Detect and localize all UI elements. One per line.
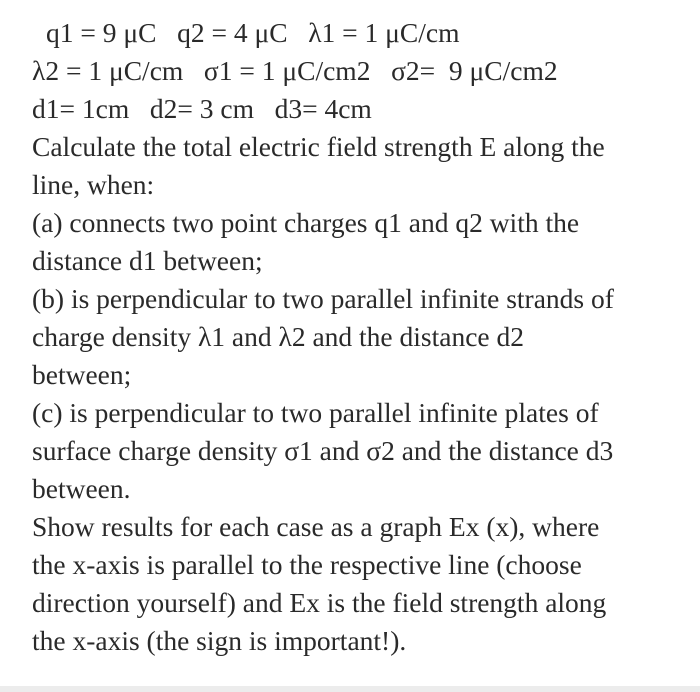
part-c-line-2: surface charge density σ1 and σ2 and the distance d3 bbox=[32, 435, 614, 466]
given-values-line-2: λ2 = 1 μC/cm σ1 = 1 μC/cm2 σ2= 9 μC/cm2 bbox=[32, 55, 558, 86]
question-line-2: line, when: bbox=[32, 169, 155, 200]
given-values-line-1: q1 = 9 μC q2 = 4 μC λ1 = 1 μC/cm bbox=[46, 17, 460, 48]
part-a-line-1: (a) connects two point charges q1 and q2 with the bbox=[32, 207, 580, 238]
part-b-line-2: charge density λ1 and λ2 and the distance d2 bbox=[32, 321, 524, 352]
part-a-line-2: distance d1 between; bbox=[32, 245, 263, 276]
part-c-line-3: between. bbox=[32, 473, 131, 504]
part-b-line-3: between; bbox=[32, 359, 132, 390]
bottom-divider bbox=[0, 686, 700, 692]
part-b-line-1: (b) is perpendicular to two parallel infinite strands of bbox=[32, 283, 614, 314]
problem-text bbox=[32, 14, 682, 660]
instructions-line-1: Show results for each case as a graph Ex (x), where bbox=[32, 511, 600, 542]
question-line-1: Calculate the total electric field strength E along the bbox=[32, 131, 605, 162]
instructions-line-2: the x-axis is parallel to the respective line (choose bbox=[32, 549, 582, 580]
instructions-line-4: the x-axis (the sign is important!). bbox=[32, 625, 407, 656]
instructions-line-3: direction yourself) and Ex is the field strength along bbox=[32, 587, 607, 618]
part-c-line-1: (c) is perpendicular to two parallel infinite plates of bbox=[32, 397, 599, 428]
given-values-line-3: d1= 1cm d2= 3 cm d3= 4cm bbox=[32, 93, 372, 124]
